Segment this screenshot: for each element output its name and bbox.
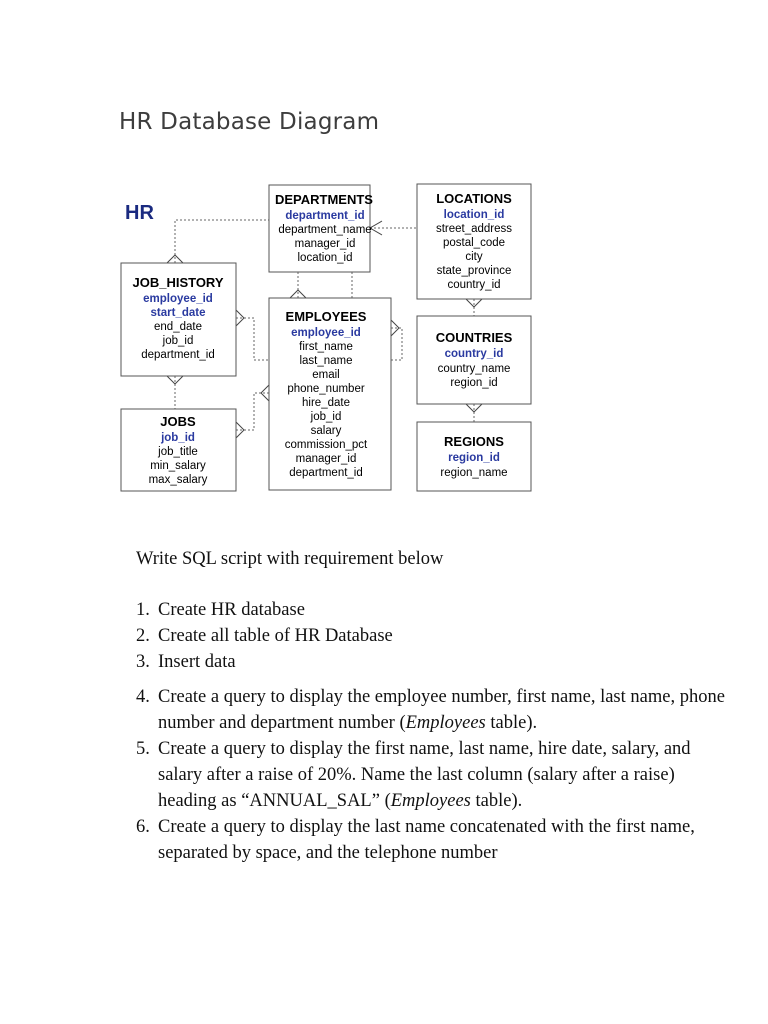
svg-text:phone_number: phone_number <box>287 383 365 395</box>
table-jobs <box>121 409 236 491</box>
page-heading: HR Database Diagram <box>119 109 380 135</box>
table-title: LOCATIONS <box>436 191 512 206</box>
svg-text:country_id: country_id <box>444 348 504 360</box>
list-item: 6. Create a query to display the last name concatenated with the first name, separated by space, and the telephone number <box>136 817 695 863</box>
svg-text:region_name: region_name <box>440 467 508 479</box>
list-item: 3. Insert data <box>136 652 236 672</box>
svg-text:location_id: location_id <box>297 252 353 264</box>
svg-text:manager_id: manager_id <box>295 453 357 465</box>
table-departments <box>269 185 373 272</box>
svg-text:region_id: region_id <box>448 452 500 464</box>
svg-text:region_id: region_id <box>450 377 498 389</box>
svg-text:employee_id: employee_id <box>143 293 213 305</box>
svg-text:location_id: location_id <box>443 209 505 221</box>
svg-text:last_name: last_name <box>299 355 353 367</box>
list-item: 5. Create a query to display the first name, last name, hire date, salary, and salary after a raise of 20%. Name the last column (salary after a raise) heading as “ANNUAL_SAL” (Employees table). <box>136 739 691 811</box>
table-job-history <box>121 263 236 376</box>
svg-text:email: email <box>312 369 340 381</box>
svg-text:state_province: state_province <box>436 265 512 277</box>
svg-text:job_id: job_id <box>161 432 195 444</box>
table-regions <box>417 422 531 491</box>
svg-text:job_id: job_id <box>162 335 194 347</box>
list-item: 4. Create a query to display the employee number, first name, last name, phone number and department number (Employees table). <box>136 687 725 733</box>
list-item: 2. Create all table of HR Database <box>136 626 393 646</box>
svg-text:commission_pct: commission_pct <box>284 439 368 451</box>
table-countries <box>417 316 531 404</box>
svg-text:salary: salary <box>310 425 342 437</box>
schema-label: HR <box>125 202 154 224</box>
table-title: JOBS <box>160 414 196 429</box>
svg-text:department_id: department_id <box>141 349 215 361</box>
table-locations <box>417 184 531 299</box>
svg-text:first_name: first_name <box>299 341 353 353</box>
svg-text:job_id: job_id <box>310 411 342 423</box>
svg-text:country_name: country_name <box>437 363 511 375</box>
svg-text:manager_id: manager_id <box>294 238 356 250</box>
svg-text:max_salary: max_salary <box>148 474 208 486</box>
table-title: EMPLOYEES <box>285 309 367 324</box>
table-title: DEPARTMENTS <box>275 192 373 207</box>
svg-text:min_salary: min_salary <box>150 460 206 472</box>
svg-text:department_id: department_id <box>285 210 365 222</box>
table-title: REGIONS <box>444 434 504 449</box>
intro-text: Write SQL script with requirement below <box>136 549 444 569</box>
svg-text:department_name: department_name <box>278 224 372 236</box>
list-item: 1. Create HR database <box>136 600 305 620</box>
svg-text:hire_date: hire_date <box>302 397 350 409</box>
requirements-list <box>136 597 736 866</box>
table-title: JOB_HISTORY <box>132 275 224 290</box>
svg-text:street_address: street_address <box>435 223 513 235</box>
svg-text:start_date: start_date <box>150 307 206 319</box>
svg-text:end_date: end_date <box>154 321 202 333</box>
svg-text:country_id: country_id <box>447 279 501 291</box>
svg-text:job_title: job_title <box>158 446 198 458</box>
table-title: COUNTRIES <box>435 330 513 345</box>
svg-text:postal_code: postal_code <box>442 237 506 249</box>
svg-text:department_id: department_id <box>289 467 363 479</box>
table-employees <box>269 298 391 490</box>
svg-text:employee_id: employee_id <box>291 327 361 339</box>
svg-text:city: city <box>465 251 483 263</box>
